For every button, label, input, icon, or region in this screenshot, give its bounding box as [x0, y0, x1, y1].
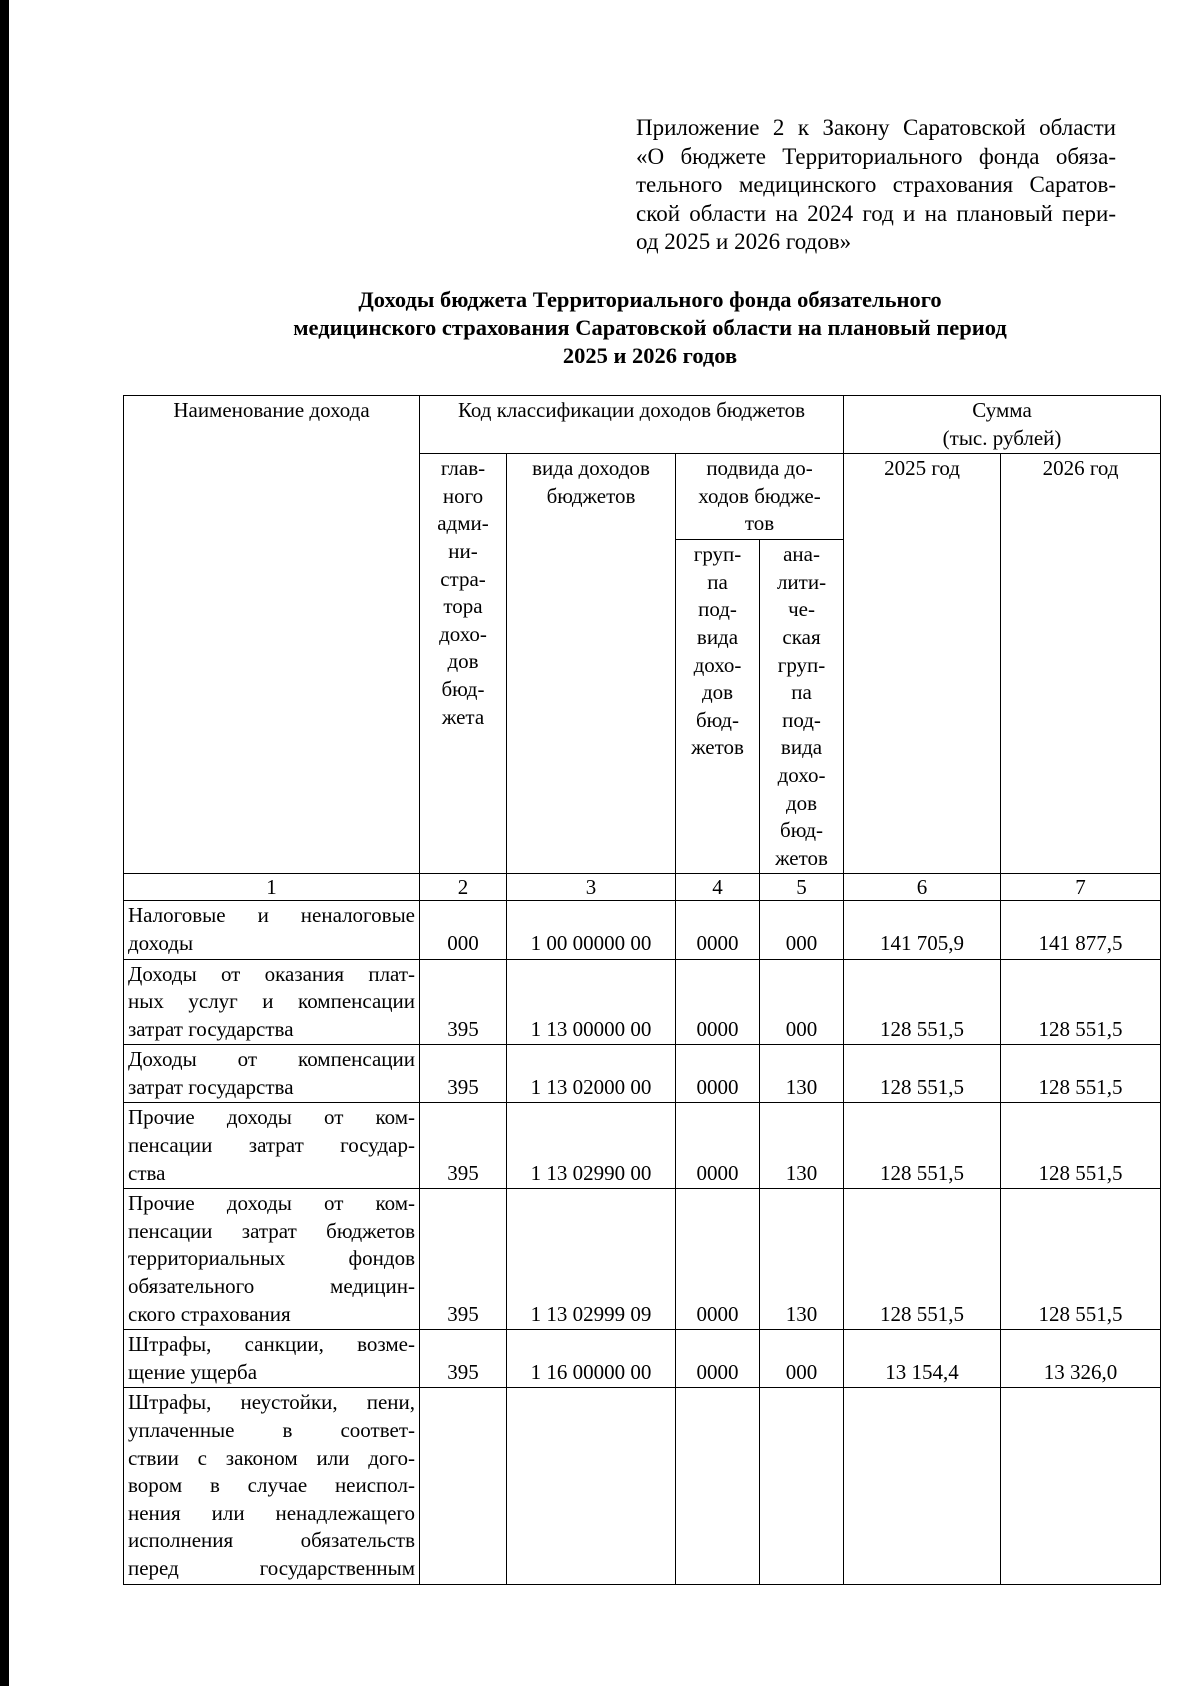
- title-line: медицинского страхования Саратовской области на плановый период: [293, 315, 1007, 340]
- analytic-group-cell: [760, 1388, 844, 1584]
- table-row: [124, 901, 1161, 959]
- column-number: 4: [676, 874, 760, 901]
- admin-code-cell: 395: [420, 1330, 507, 1388]
- income-kind-cell: 1 13 02990 00: [507, 1103, 676, 1189]
- analytic-group-cell: 130: [760, 1045, 844, 1103]
- header-analytic-line: под-: [782, 707, 821, 732]
- header-analytic-line: груп-: [777, 652, 826, 677]
- column-number: 6: [844, 874, 1001, 901]
- header-admin-line: бюд-: [441, 676, 485, 701]
- amount-2026-cell: 128 551,5: [1001, 959, 1161, 1045]
- header-subkind-line: тов: [744, 511, 775, 536]
- header-admin-line: дов: [447, 649, 479, 674]
- header-group-line: дохо-: [693, 652, 742, 677]
- income-name-cell: [124, 1388, 420, 1584]
- income-name-line: ных услуг и компенсации: [128, 989, 415, 1014]
- header-analytic-line: че-: [788, 597, 815, 622]
- income-name-cell: [124, 1103, 420, 1189]
- header-group-line: бюд-: [696, 707, 739, 732]
- amount-2026-cell: 141 877,5: [1001, 901, 1161, 959]
- header-code: Код классификации доходов бюджетов: [420, 396, 844, 454]
- header-subkind-line: подвида до-: [706, 456, 813, 481]
- title-line: Доходы бюджета Территориального фонда обязательного: [358, 287, 942, 312]
- column-number: 3: [507, 874, 676, 901]
- admin-code-cell: 395: [420, 1103, 507, 1189]
- income-name-line: Доходы от компенсации: [128, 1047, 415, 1072]
- document-title: [200, 286, 1100, 370]
- header-analytic-line: ана-: [783, 542, 820, 567]
- analytic-group-cell: 130: [760, 1103, 844, 1189]
- income-name-line: обязательного медицин-: [128, 1274, 415, 1299]
- header-analytic-line: вида: [780, 735, 823, 760]
- income-name-line: затрат государства: [128, 1016, 294, 1041]
- header-sum: [844, 396, 1161, 454]
- appendix-line: тельного медицинского страхования Саратов-: [636, 172, 1116, 197]
- income-name-line: пенсации затрат государ-: [128, 1133, 415, 1158]
- header-analytic-line: лити-: [776, 569, 827, 594]
- header-group-line: жетов: [691, 735, 744, 760]
- subkind-group-cell: 0000: [676, 1045, 760, 1103]
- table-row: [124, 1103, 1161, 1189]
- table-row: [124, 1330, 1161, 1388]
- income-name-cell: [124, 901, 420, 959]
- table-row: [124, 959, 1161, 1045]
- header-sum-line2: (тыс. рублей): [942, 425, 1062, 450]
- header-group-line: груп-: [693, 542, 742, 567]
- appendix-line: ской области на 2024 год и на плановый пери-: [636, 200, 1116, 226]
- column-number: 2: [420, 874, 507, 901]
- header-group-line: вида: [696, 624, 739, 649]
- scan-left-edge: [0, 0, 9, 1686]
- appendix-line: «О бюджете Территориального фонда обяза-: [636, 143, 1116, 169]
- income-name-line: Прочие доходы от ком-: [128, 1191, 415, 1216]
- amount-2026-cell: 128 551,5: [1001, 1103, 1161, 1189]
- column-number-row: [124, 874, 1161, 901]
- income-kind-cell: 1 13 00000 00: [507, 959, 676, 1045]
- table-row: [124, 1388, 1161, 1584]
- header-analytic-line: дохо-: [777, 762, 826, 787]
- income-table: [123, 395, 1161, 1585]
- income-name-line: щение ущерба: [128, 1359, 258, 1384]
- header-admin-line: ного: [442, 483, 484, 508]
- income-name-line: ства: [128, 1160, 166, 1185]
- income-name-line: Прочие доходы от ком-: [128, 1105, 415, 1130]
- header-analytic-line: бюд-: [780, 818, 823, 843]
- header-analytic-line: па: [791, 680, 812, 705]
- income-name-line: уплаченные в соответ-: [128, 1418, 415, 1442]
- amount-2025-cell: 128 551,5: [844, 1103, 1001, 1189]
- header-admin-line: жета: [441, 704, 485, 729]
- income-name-cell: [124, 1045, 420, 1103]
- header-admin-line: стра-: [440, 566, 486, 591]
- appendix-note: [636, 114, 1116, 257]
- appendix-line: од 2025 и 2026 годов»: [636, 229, 852, 254]
- subkind-group-cell: [676, 1388, 760, 1584]
- subkind-group-cell: 0000: [676, 1103, 760, 1189]
- amount-2025-cell: 141 705,9: [844, 901, 1001, 959]
- income-name-line: пенсации затрат бюджетов: [128, 1218, 415, 1243]
- amount-2025-cell: [844, 1388, 1001, 1584]
- income-name-line: исполнения обязательств: [128, 1528, 415, 1553]
- admin-code-cell: 395: [420, 1045, 507, 1103]
- amount-2025-cell: 128 551,5: [844, 1045, 1001, 1103]
- amount-2026-cell: 128 551,5: [1001, 1045, 1161, 1103]
- header-admin-line: глав-: [440, 456, 486, 481]
- admin-code-cell: [420, 1388, 507, 1584]
- admin-code-cell: 395: [420, 1189, 507, 1330]
- income-name-line: нения или ненадлежащего: [128, 1500, 415, 1525]
- income-name-line: Налоговые и неналоговые: [128, 903, 415, 928]
- income-kind-cell: 1 00 00000 00: [507, 901, 676, 959]
- analytic-group-cell: 000: [760, 959, 844, 1045]
- income-kind-cell: 1 13 02999 09: [507, 1189, 676, 1330]
- subkind-group-cell: 0000: [676, 959, 760, 1045]
- amount-2026-cell: 13 326,0: [1001, 1330, 1161, 1388]
- income-name-line: вором в случае неиспол-: [128, 1473, 415, 1498]
- header-analytic-line: жетов: [775, 845, 828, 870]
- header-admin: [420, 454, 507, 874]
- header-analytic: [760, 540, 844, 874]
- amount-2025-cell: 128 551,5: [844, 959, 1001, 1045]
- income-kind-cell: [507, 1388, 676, 1584]
- analytic-group-cell: 000: [760, 901, 844, 959]
- column-number: 7: [1001, 874, 1161, 901]
- amount-2026-cell: 128 551,5: [1001, 1189, 1161, 1330]
- table-row: [124, 1189, 1161, 1330]
- subkind-group-cell: 0000: [676, 1330, 760, 1388]
- income-rows: [124, 901, 1161, 1584]
- income-name-line: Штрафы, неустойки, пени,: [128, 1390, 415, 1415]
- table-row: [124, 1045, 1161, 1103]
- header-group: [676, 540, 760, 874]
- income-name-cell: [124, 1330, 420, 1388]
- header-group-line: под-: [698, 597, 737, 622]
- subkind-group-cell: 0000: [676, 1189, 760, 1330]
- subkind-group-cell: 0000: [676, 901, 760, 959]
- income-name-cell: [124, 959, 420, 1045]
- header-analytic-line: дов: [785, 790, 818, 815]
- income-name-line: территориальных фондов: [128, 1246, 415, 1271]
- income-name-line: ского страхования: [128, 1301, 291, 1326]
- header-group-line: па: [707, 569, 728, 594]
- income-name-line: перед государственным: [128, 1555, 415, 1580]
- header-admin-line: дохо-: [439, 621, 487, 646]
- header-admin-line: тора: [443, 594, 483, 619]
- income-kind-cell: 1 16 00000 00: [507, 1330, 676, 1388]
- column-number: 1: [124, 874, 420, 901]
- header-kind-line: бюджетов: [546, 483, 636, 508]
- header-kind-line: вида доходов: [532, 456, 650, 481]
- header-subkind: [676, 454, 844, 540]
- income-kind-cell: 1 13 02000 00: [507, 1045, 676, 1103]
- amount-2026-cell: [1001, 1388, 1161, 1584]
- appendix-line: Приложение 2 к Закону Саратовской области: [636, 115, 1116, 140]
- header-name: Наименование дохода: [124, 396, 420, 874]
- income-name-line: Доходы от оказания плат-: [128, 961, 415, 986]
- header-year-2025: 2025 год: [844, 454, 1001, 874]
- income-name-line: доходы: [128, 930, 194, 955]
- column-number: 5: [760, 874, 844, 901]
- header-row-1: [124, 396, 1161, 454]
- admin-code-cell: 395: [420, 959, 507, 1045]
- income-name-line: затрат государства: [128, 1074, 294, 1099]
- income-name-line: Штрафы, санкции, возме-: [128, 1332, 415, 1357]
- analytic-group-cell: 000: [760, 1330, 844, 1388]
- income-name-line: ствии с законом или дого-: [128, 1445, 415, 1470]
- header-subkind-line: ходов бюдже-: [698, 483, 821, 508]
- amount-2025-cell: 128 551,5: [844, 1189, 1001, 1330]
- analytic-group-cell: 130: [760, 1189, 844, 1330]
- amount-2025-cell: 13 154,4: [844, 1330, 1001, 1388]
- header-admin-line: адми-: [437, 511, 489, 536]
- header-sum-line1: Сумма: [972, 398, 1032, 422]
- header-year-2026: 2026 год: [1001, 454, 1161, 874]
- header-group-line: дов: [701, 680, 734, 705]
- title-line: 2025 и 2026 годов: [562, 343, 738, 368]
- header-kind: [507, 454, 676, 874]
- admin-code-cell: 000: [420, 901, 507, 959]
- header-admin-line: ни-: [448, 538, 478, 563]
- header-analytic-line: ская: [782, 624, 821, 649]
- income-name-cell: [124, 1189, 420, 1330]
